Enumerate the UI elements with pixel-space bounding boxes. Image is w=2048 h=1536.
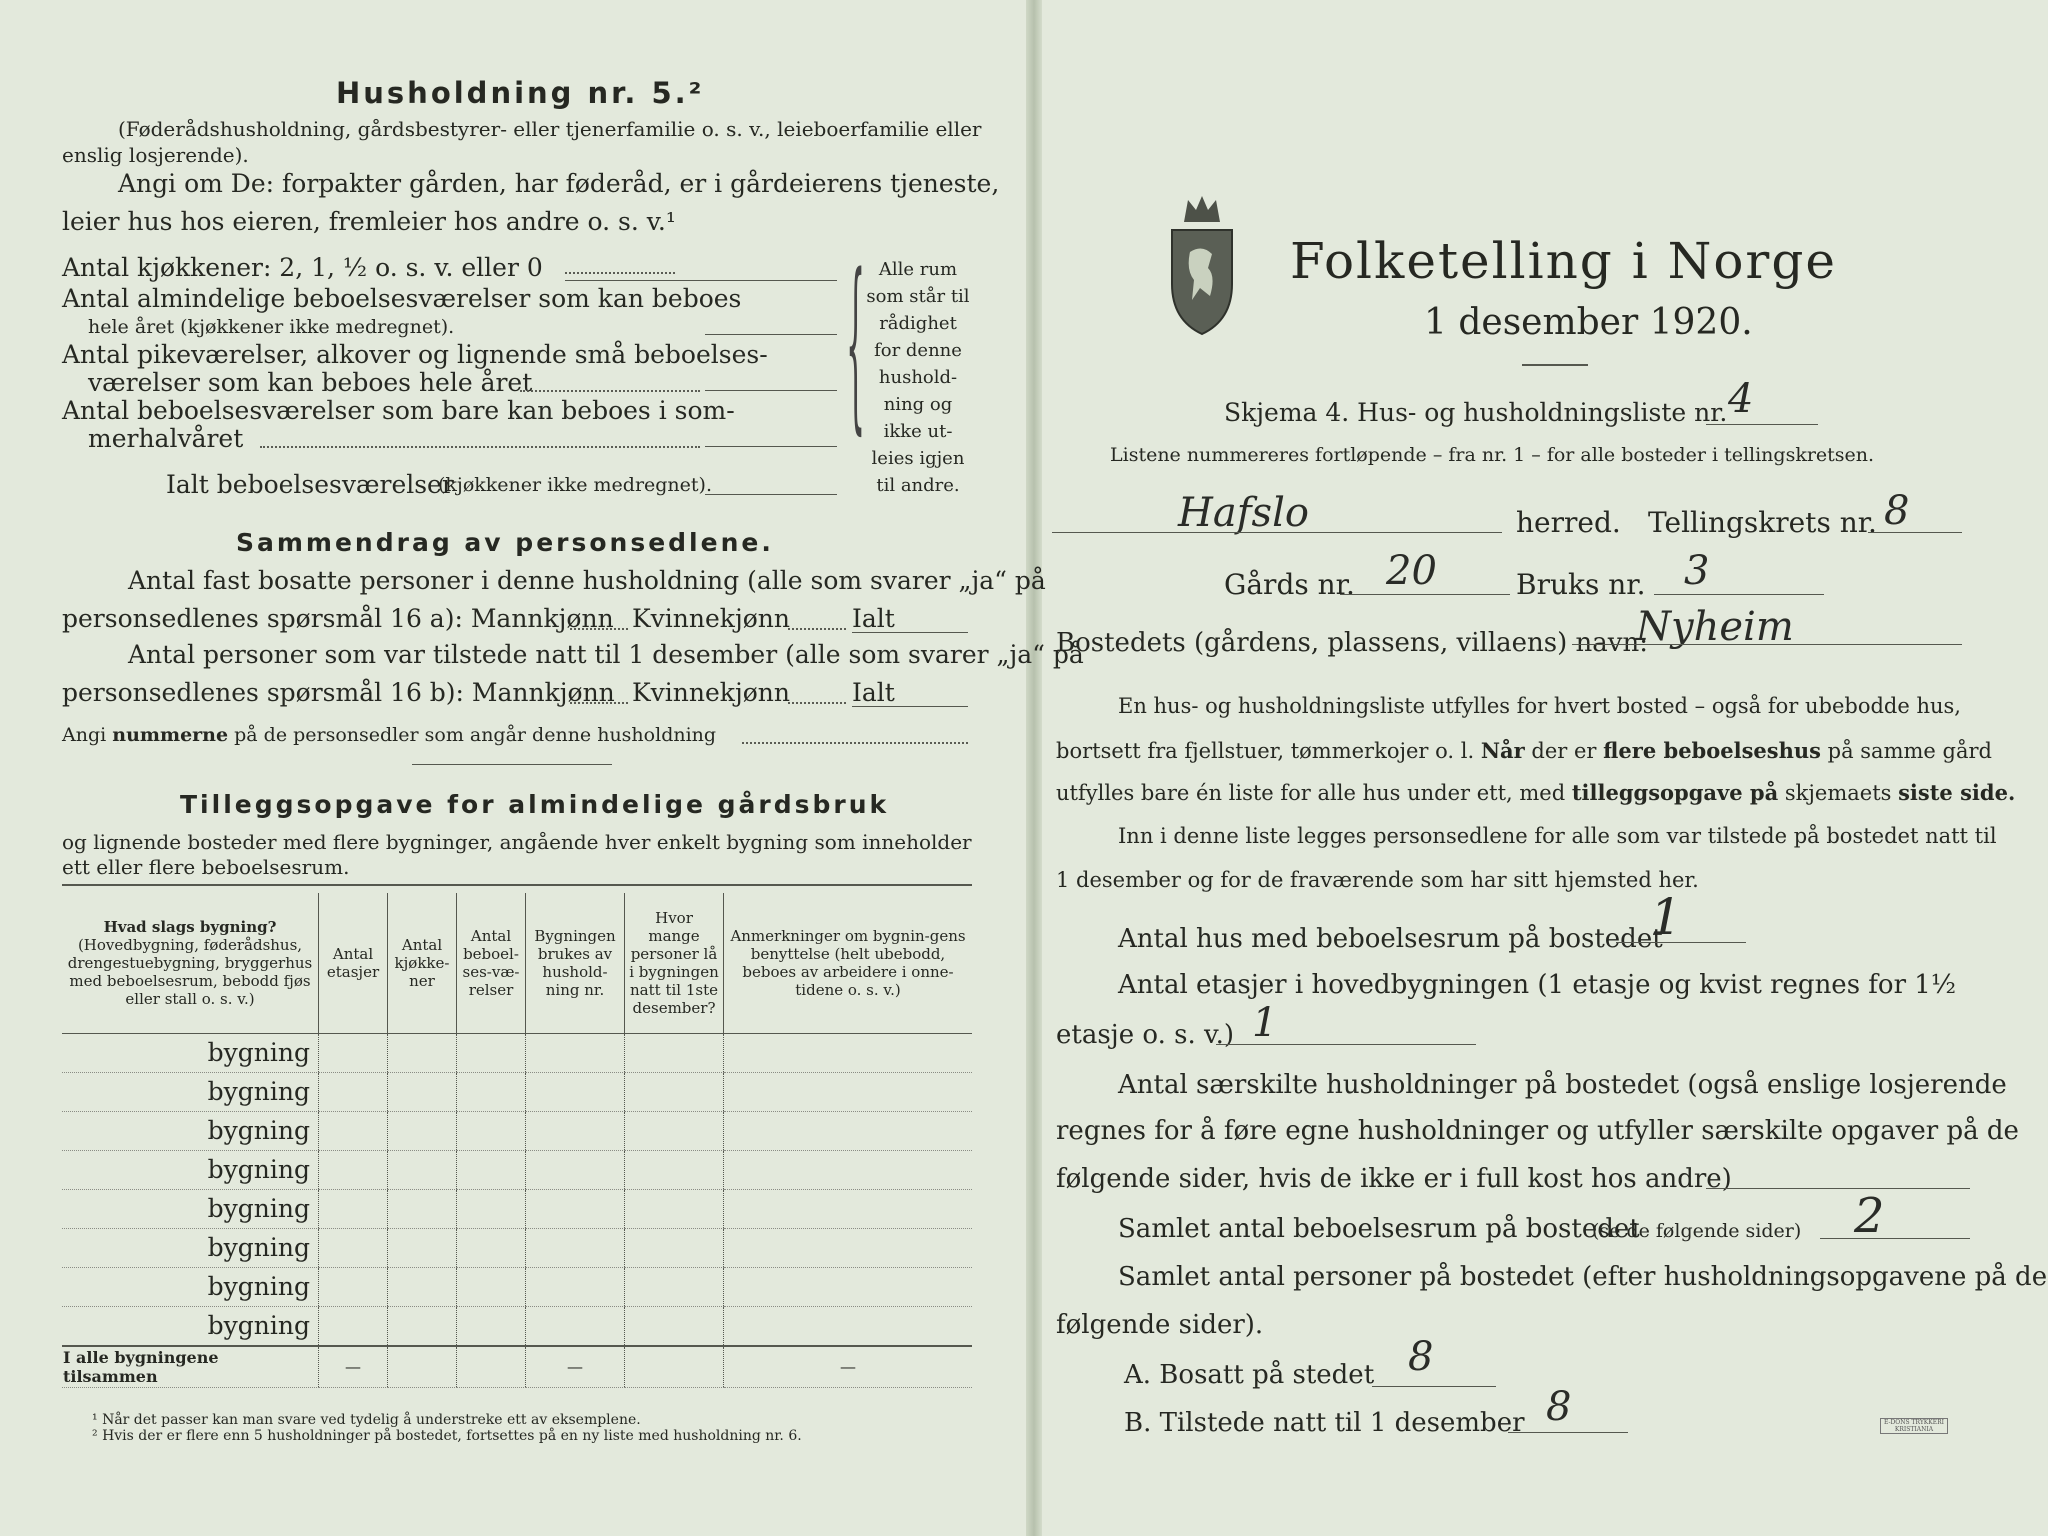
building-row-label: bygning bbox=[62, 1228, 319, 1267]
building-cell bbox=[625, 1189, 724, 1228]
building-cell bbox=[388, 1072, 457, 1111]
skjema-label: Skjema 4. Hus- og husholdningsliste nr. bbox=[1224, 398, 1728, 427]
footnote-2: ² Hvis der er flere enn 5 husholdninger på bostedet, fortsettes på en ny liste med husholdning nr. 6. bbox=[92, 1428, 802, 1444]
side-note: Alle rum som står til rådighet for denne hushold- ning og ikke ut- leies igjen til andre. bbox=[866, 259, 970, 496]
building-cell bbox=[388, 1306, 457, 1346]
summary-b-line-1: Antal personer som var tilstede natt til 1 desember (alle som svarer „ja“ på bbox=[128, 640, 1084, 669]
b-present-label: B. Tilstede natt til 1 desember bbox=[1124, 1408, 1525, 1438]
printer-stamp: E-DONS TRYKKERI KRISTIANIA bbox=[1880, 1418, 1948, 1434]
krets-label: Tellingskrets nr. bbox=[1648, 506, 1877, 539]
building-cell bbox=[457, 1228, 526, 1267]
building-cell bbox=[625, 1072, 724, 1111]
rooms-small-1: Antal pikeværelser, alkover og lignende små beboelses- bbox=[62, 340, 768, 369]
list-number-value: 4 bbox=[1728, 376, 1754, 422]
building-total-cell: — bbox=[724, 1346, 973, 1388]
col-building-type-title: Hvad slags bygning? bbox=[103, 917, 277, 936]
building-row bbox=[62, 1150, 972, 1189]
building-cell bbox=[388, 1189, 457, 1228]
numbering-note: Listene nummereres fortløpende – fra nr. 1 – for alle bosteder i tellingskretsen. bbox=[1110, 444, 1875, 466]
q-total-persons-2: følgende sider). bbox=[1056, 1310, 1264, 1340]
building-cell bbox=[457, 1033, 526, 1072]
col-building-type bbox=[62, 893, 319, 1033]
building-row-label: bygning bbox=[62, 1306, 319, 1346]
col-floors: Antal etasjer bbox=[319, 893, 388, 1033]
building-cell bbox=[724, 1033, 973, 1072]
building-cell bbox=[457, 1267, 526, 1306]
building-total-label: I alle bygningene tilsammen bbox=[62, 1346, 319, 1388]
building-cell bbox=[724, 1306, 973, 1346]
supplement-intro-1: og lignende bosteder med flere bygninger, angående hver enkelt bygning som inneholder bbox=[62, 830, 972, 854]
building-total-cell: — bbox=[319, 1346, 388, 1388]
info-2-line-2: 1 desember og for de fraværende som har sitt hjemsted her. bbox=[1056, 868, 1699, 892]
building-cell bbox=[457, 1072, 526, 1111]
building-row bbox=[62, 1228, 972, 1267]
coat-of-arms-icon bbox=[1164, 192, 1240, 340]
building-cell bbox=[319, 1228, 388, 1267]
building-total-cell bbox=[388, 1346, 457, 1388]
building-cell bbox=[457, 1111, 526, 1150]
krets-value: 8 bbox=[1884, 488, 1910, 534]
building-cell bbox=[388, 1111, 457, 1150]
q-floors-value: 1 bbox=[1252, 1000, 1278, 1046]
building-cell bbox=[625, 1111, 724, 1150]
q-households-3: følgende sider, hvis de ikke er i full kost hos andre) bbox=[1056, 1164, 1732, 1194]
b-present-value: 8 bbox=[1546, 1384, 1572, 1430]
building-row bbox=[62, 1306, 972, 1346]
col-kitchens: Antal kjøkke-ner bbox=[388, 893, 457, 1033]
building-cell bbox=[319, 1111, 388, 1150]
building-row-label: bygning bbox=[62, 1189, 319, 1228]
building-cell bbox=[625, 1150, 724, 1189]
page-fold bbox=[1026, 0, 1042, 1536]
summary-a-total: Ialt bbox=[852, 604, 895, 633]
col-building-type-desc: (Hovedbygning, føderådshus, drengestuebygning, bryggerhus med beboelsesrum, bebodd fjøs eller stall o. s. v.) bbox=[67, 935, 313, 1008]
building-cell bbox=[319, 1306, 388, 1346]
building-cell bbox=[526, 1072, 625, 1111]
rooms-ordinary-2: hele året (kjøkkener ikke medregnet). bbox=[88, 316, 455, 338]
building-cell bbox=[724, 1072, 973, 1111]
gards-value: 20 bbox=[1386, 548, 1437, 594]
rooms-small-2: værelser som kan beboes hele året bbox=[88, 368, 533, 397]
gards-label: Gårds nr. bbox=[1224, 568, 1355, 601]
q-houses: Antal hus med beboelsesrum på bostedet bbox=[1118, 924, 1663, 954]
building-cell bbox=[457, 1150, 526, 1189]
building-total-cell bbox=[625, 1346, 724, 1388]
rooms-summer-1: Antal beboelsesværelser som bare kan beboes i som- bbox=[62, 396, 735, 425]
building-cell bbox=[457, 1189, 526, 1228]
info-1-line-2: bortsett fra fjellstuer, tømmerkojer o. l. Når der er flere beboelseshus på samme gård bbox=[1056, 738, 1992, 763]
building-cell bbox=[319, 1189, 388, 1228]
q-total-persons-1: Samlet antal personer på bostedet (efter husholdningsopgavene på de bbox=[1118, 1262, 2048, 1292]
building-cell bbox=[526, 1111, 625, 1150]
building-row bbox=[62, 1072, 972, 1111]
building-cell bbox=[388, 1267, 457, 1306]
building-cell bbox=[625, 1228, 724, 1267]
herred-label: herred. bbox=[1516, 506, 1621, 539]
building-cell bbox=[388, 1150, 457, 1189]
summary-b-female: Kvinnekjønn bbox=[632, 678, 790, 707]
building-row-label: bygning bbox=[62, 1150, 319, 1189]
summary-b-total: Ialt bbox=[852, 678, 895, 707]
building-cell bbox=[724, 1111, 973, 1150]
building-table bbox=[62, 893, 972, 1388]
summary-a-female: Kvinnekjønn bbox=[632, 604, 790, 633]
summary-a-line-1: Antal fast bosatte personer i denne husholdning (alle som svarer „ja“ på bbox=[128, 566, 1046, 595]
building-cell bbox=[625, 1267, 724, 1306]
angi-line-2: leier hus hos eieren, fremleier hos andre o. s. v.¹ bbox=[62, 207, 676, 236]
building-cell bbox=[526, 1189, 625, 1228]
building-row-label: bygning bbox=[62, 1111, 319, 1150]
building-total-cell: — bbox=[526, 1346, 625, 1388]
building-cell bbox=[388, 1228, 457, 1267]
summary-a-line-2: personsedlenes spørsmål 16 a): Mannkjønn bbox=[62, 604, 614, 633]
building-cell bbox=[457, 1306, 526, 1346]
a-resident-value: 8 bbox=[1408, 1334, 1434, 1380]
summary-b-line-2: personsedlenes spørsmål 16 b): Mannkjønn bbox=[62, 678, 615, 707]
q-houses-value: 1 bbox=[1650, 888, 1682, 946]
q-total-rooms-value: 2 bbox=[1854, 1188, 1885, 1244]
building-rows bbox=[62, 1033, 972, 1387]
col-remarks: Anmerkninger om bygnin-gens benyttelse (helt ubebodd, beboes av arbeidere i onne-tidene o. s. v.) bbox=[724, 893, 973, 1033]
building-row bbox=[62, 1267, 972, 1306]
building-cell bbox=[526, 1033, 625, 1072]
building-row-label: bygning bbox=[62, 1267, 319, 1306]
intro-line-1: (Føderådshusholdning, gårdsbestyrer- eller tjenerfamilie o. s. v., leieboerfamilie eller bbox=[118, 117, 982, 141]
rooms-summer-2: merhalvåret bbox=[88, 424, 244, 453]
supplement-title: Tilleggsopgave for almindelige gårdsbruk bbox=[180, 790, 890, 819]
building-row bbox=[62, 1189, 972, 1228]
footnote-1: ¹ Når det passer kan man svare ved tydelig å understreke ett av eksemplene. bbox=[92, 1412, 641, 1428]
main-title: Folketelling i Norge bbox=[1290, 232, 1837, 290]
summary-title: Sammendrag av personsedlene. bbox=[236, 528, 774, 557]
info-2-line-1: Inn i denne liste legges personsedlene for alle som var tilstede på bostedet natt til bbox=[1118, 824, 1997, 848]
building-cell bbox=[319, 1267, 388, 1306]
building-cell bbox=[625, 1306, 724, 1346]
side-note-brace: { bbox=[846, 239, 866, 457]
building-cell bbox=[724, 1228, 973, 1267]
total-rooms-note: (kjøkkener ikke medregnet). bbox=[438, 474, 712, 496]
building-row-label: bygning bbox=[62, 1072, 319, 1111]
rooms-kitchens: Antal kjøkkener: 2, 1, ½ o. s. v. eller 0 bbox=[62, 253, 543, 282]
bruks-value: 3 bbox=[1684, 548, 1710, 594]
building-cell bbox=[625, 1033, 724, 1072]
building-cell bbox=[526, 1150, 625, 1189]
supplement-intro-2: ett eller flere beboelsesrum. bbox=[62, 855, 350, 879]
q-households-1: Antal særskilte husholdninger på bostedet (også enslige losjerende bbox=[1118, 1070, 2007, 1100]
building-cell bbox=[526, 1267, 625, 1306]
building-cell bbox=[724, 1150, 973, 1189]
angi-line-1: Angi om De: forpakter gården, har føderåd, er i gårdeierens tjeneste, bbox=[118, 169, 1000, 198]
building-cell bbox=[724, 1267, 973, 1306]
total-rooms-label: Ialt beboelsesværelser bbox=[166, 470, 454, 499]
household-title: Husholdning nr. 5.² bbox=[336, 76, 705, 110]
herred-value: Hafslo bbox=[1178, 490, 1309, 536]
q-floors-2: etasje o. s. v.) bbox=[1056, 1020, 1235, 1050]
bosted-label: Bostedets (gårdens, plassens, villaens) navn: bbox=[1056, 628, 1648, 658]
building-cell bbox=[526, 1228, 625, 1267]
q-floors-1: Antal etasjer i hovedbygningen (1 etasje og kvist regnes for 1½ bbox=[1118, 970, 1957, 1000]
rooms-ordinary-1: Antal almindelige beboelsesværelser som kan beboes bbox=[62, 284, 742, 313]
info-1-line-3: utfylles bare én liste for alle hus under ett, med tilleggsopgave på skjemaets siste side. bbox=[1056, 780, 2016, 805]
building-total-cell bbox=[457, 1346, 526, 1388]
intro-line-2: enslig losjerende). bbox=[62, 143, 249, 167]
building-cell bbox=[526, 1306, 625, 1346]
bosted-value: Nyheim bbox=[1636, 604, 1794, 650]
bruks-label: Bruks nr. bbox=[1516, 568, 1646, 601]
building-cell bbox=[724, 1189, 973, 1228]
building-cell bbox=[388, 1033, 457, 1072]
q-households-2: regnes for å føre egne husholdninger og utfyller særskilte opgaver på de bbox=[1056, 1116, 2019, 1146]
census-date: 1 desember 1920. bbox=[1424, 302, 1753, 343]
col-rooms: Antal beboel-ses-væ-relser bbox=[457, 893, 526, 1033]
a-resident-label: A. Bosatt på stedet bbox=[1124, 1360, 1375, 1390]
building-cell bbox=[319, 1033, 388, 1072]
angi-nummerne: Angi nummerne på de personsedler som angår denne husholdning bbox=[62, 724, 717, 746]
building-row-label: bygning bbox=[62, 1033, 319, 1072]
info-1-line-1: En hus- og husholdningsliste utfylles for hvert bosted – også for ubebodde hus, bbox=[1118, 694, 1961, 718]
col-persons: Hvor mange personer lå i bygningen natt til 1ste desember? bbox=[625, 893, 724, 1033]
building-total-row bbox=[62, 1346, 972, 1388]
q-total-rooms-note: (se de følgende sider) bbox=[1592, 1220, 1802, 1242]
building-cell bbox=[319, 1150, 388, 1189]
building-row bbox=[62, 1111, 972, 1150]
col-household: Bygningen brukes av hushold-ning nr. bbox=[526, 893, 625, 1033]
building-row bbox=[62, 1033, 972, 1072]
q-total-rooms: Samlet antal beboelsesrum på bostedet bbox=[1118, 1214, 1640, 1244]
building-cell bbox=[319, 1072, 388, 1111]
